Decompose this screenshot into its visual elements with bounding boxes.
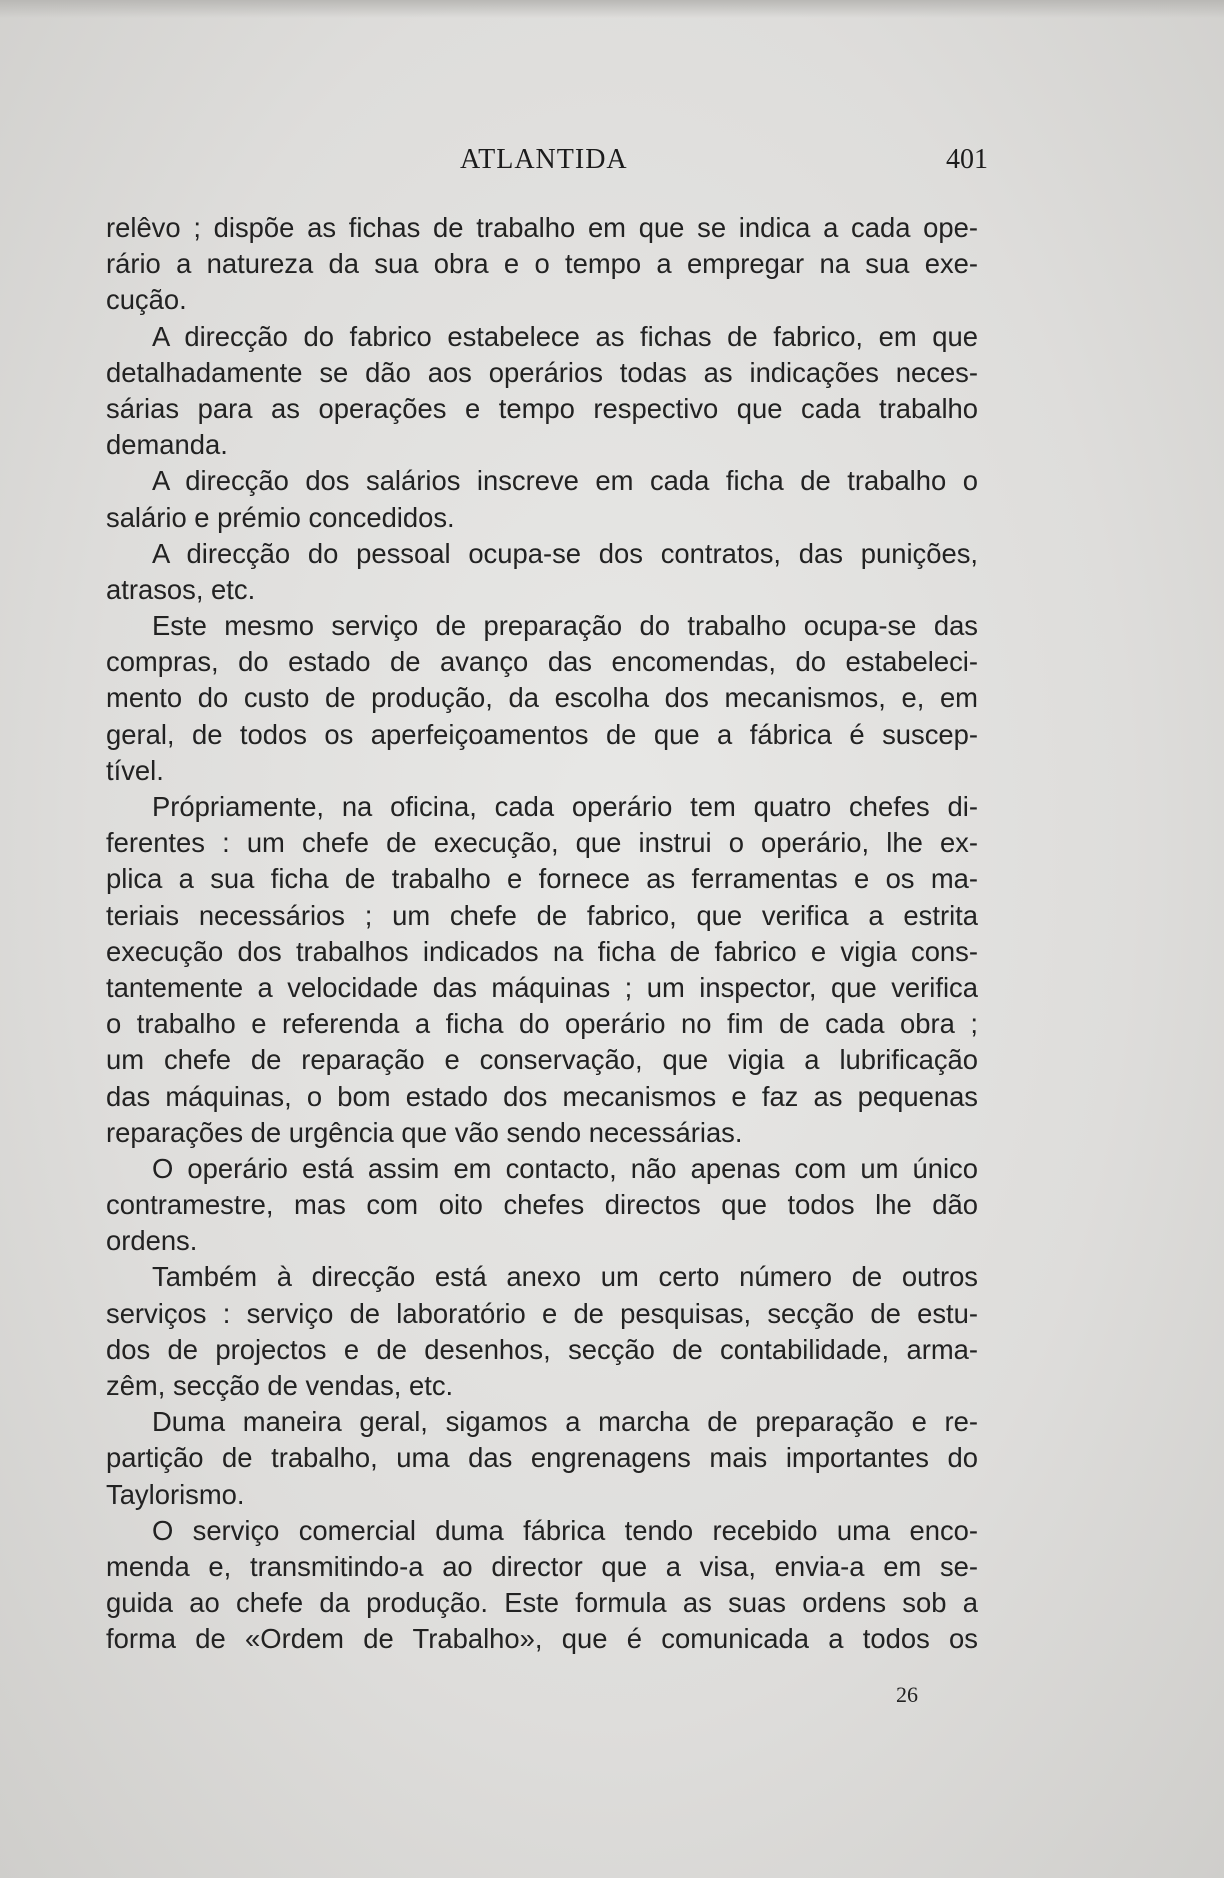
text-line: rário a natureza da sua obra e o tempo a empregar na sua exe- bbox=[106, 248, 978, 280]
text-line: detalhadamente se dão aos operários todas as indicações neces- bbox=[106, 356, 978, 388]
text-line: dos de projectos e de desenhos, secção de contabilidade, arma- bbox=[106, 1333, 978, 1365]
text-line: guida ao chefe da produção. Este formula as suas ordens sob a bbox=[106, 1587, 978, 1619]
text-line: mento do custo de produção, da escolha dos mecanismos, e, em bbox=[106, 682, 978, 714]
text-line: geral, de todos os aperfeiçoamentos de que a fábrica é suscep- bbox=[106, 718, 978, 750]
text-line: cução. bbox=[106, 284, 187, 316]
text-line: serviços : serviço de laboratório e de pesquisas, secção de estu- bbox=[106, 1297, 978, 1329]
text-line: O operário está assim em contacto, não apenas com um único bbox=[152, 1152, 978, 1184]
text-line: tantemente a velocidade das máquinas ; um inspector, que verifica bbox=[106, 971, 978, 1003]
text-line: A direcção do pessoal ocupa-se dos contratos, das punições, bbox=[152, 537, 978, 569]
running-head-title: ATLANTIDA bbox=[460, 144, 628, 175]
text-line: Duma maneira geral, sigamos a marcha de preparação e re- bbox=[152, 1406, 978, 1438]
text-line: reparações de urgência que vão sendo necessárias. bbox=[106, 1116, 743, 1148]
text-line: contramestre, mas com oito chefes directos que todos lhe dão bbox=[106, 1189, 978, 1221]
text-line: A direcção dos salários inscreve em cada ficha de trabalho o bbox=[152, 465, 978, 497]
text-line: A direcção do fabrico estabelece as fichas de fabrico, em que bbox=[152, 320, 978, 352]
text-line: sárias para as operações e tempo respectivo que cada trabalho bbox=[106, 392, 978, 424]
text-line: um chefe de reparação e conservação, que vigia a lubrificação bbox=[106, 1044, 978, 1076]
text-line: Própriamente, na oficina, cada operário tem quatro chefes di- bbox=[152, 791, 978, 822]
text-line: tível. bbox=[106, 754, 164, 786]
text-line: O serviço comercial duma fábrica tendo recebido uma enco- bbox=[152, 1514, 978, 1546]
body-text bbox=[106, 210, 978, 1658]
text-line: relêvo ; dispõe as fichas de trabalho em que se indica a cada ope- bbox=[106, 212, 978, 243]
text-line: teriais necessários ; um chefe de fabrico, que verifica a estrita bbox=[106, 899, 978, 931]
text-line: salário e prémio concedidos. bbox=[106, 501, 455, 533]
running-head bbox=[0, 144, 1224, 180]
text-line: o trabalho e referenda a ficha do operário no fim de cada obra ; bbox=[106, 1008, 978, 1040]
text-line: plica a sua ficha de trabalho e fornece as ferramentas e os ma- bbox=[106, 863, 978, 895]
text-line: das máquinas, o bom estado dos mecanismos e faz as pequenas bbox=[106, 1080, 978, 1112]
text-line: menda e, transmitindo-a ao director que a visa, envia-a em se- bbox=[106, 1550, 978, 1582]
text-line: forma de «Ordem de Trabalho», que é comunicada a todos os bbox=[106, 1623, 978, 1655]
scan-edge-shadow bbox=[0, 0, 1224, 18]
text-line: partição de trabalho, uma das engrenagens mais importantes do bbox=[106, 1442, 978, 1474]
text-line: Este mesmo serviço de preparação do trabalho ocupa-se das bbox=[152, 610, 978, 642]
text-line: Taylorismo. bbox=[106, 1478, 245, 1510]
text-line: ordens. bbox=[106, 1225, 198, 1257]
text-line: compras, do estado de avanço das encomendas, do estabeleci- bbox=[106, 646, 978, 678]
page-number: 401 bbox=[946, 144, 988, 175]
text-line: atrasos, etc. bbox=[106, 573, 256, 605]
text-line: execução dos trabalhos indicados na ficha de fabrico e vigia cons- bbox=[106, 935, 978, 967]
text-line: ferentes : um chefe de execução, que instrui o operário, lhe ex- bbox=[106, 827, 978, 859]
signature-mark: 26 bbox=[896, 1682, 918, 1707]
text-line: zêm, secção de vendas, etc. bbox=[106, 1370, 454, 1401]
text-line: Também à direcção está anexo um certo número de outros bbox=[152, 1261, 978, 1293]
text-line: demanda. bbox=[106, 429, 228, 461]
